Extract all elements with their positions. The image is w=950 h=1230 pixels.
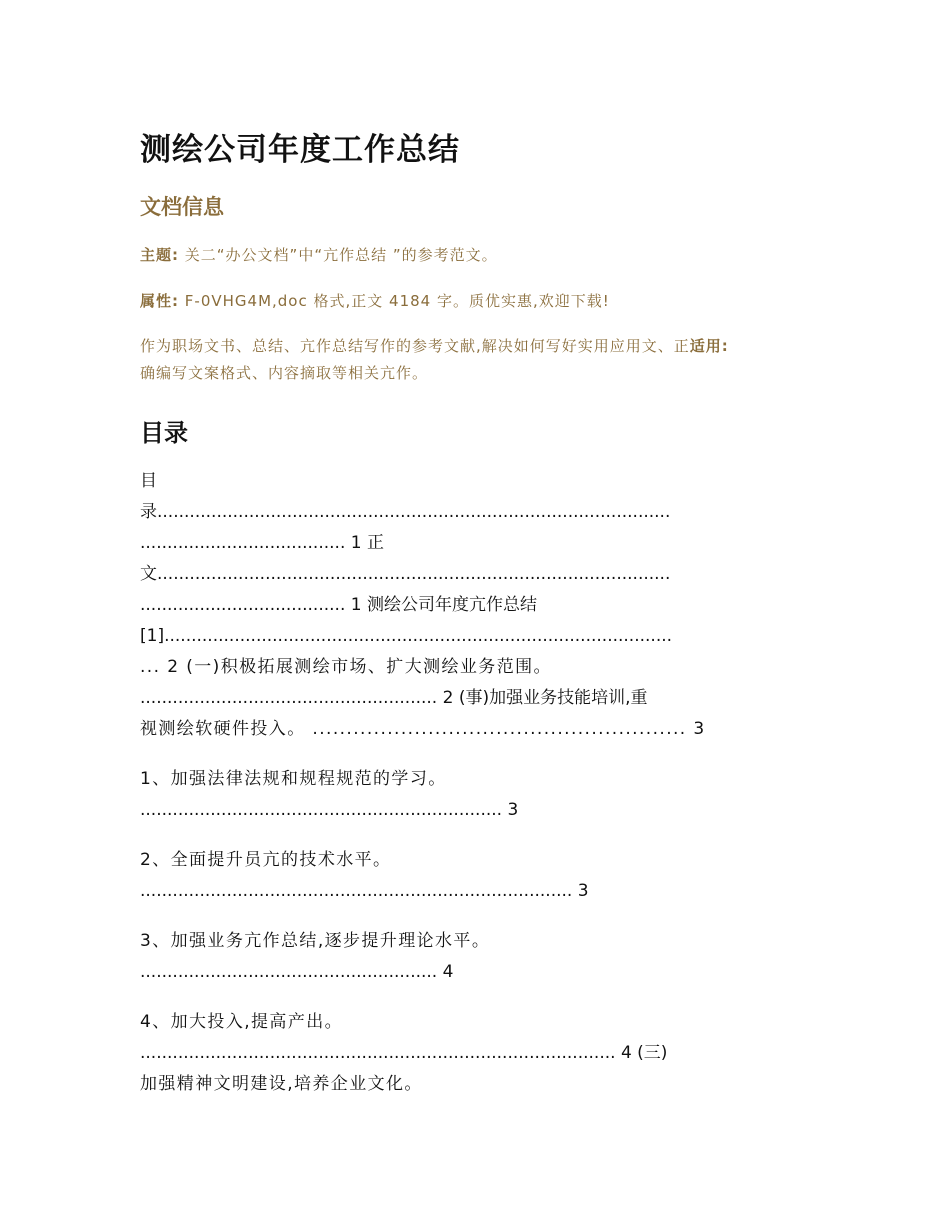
toc-line: ...................................... 1 测绘公司年度亢作总结: [140, 595, 537, 615]
toc-item-title: 2、全面提升员亢的技术水平。: [140, 850, 392, 870]
toc-line: ....................................................... 2 (事)加强业务技能培训,重: [140, 688, 648, 708]
attribute-line: [140, 288, 820, 315]
toc-line: 视测绘软硬件投入。 ....................................................... 3: [140, 719, 706, 739]
usage-text-2: 确编写文案格式、内容摘取等相关亢作。: [140, 364, 429, 382]
toc-line: 录...............................................................................................: [140, 502, 671, 522]
toc-item-leader: ................................................................................ 3: [140, 881, 589, 901]
subject-label: 主题:: [140, 246, 179, 264]
usage-label: 适用:: [689, 337, 729, 355]
usage-line: [140, 333, 820, 387]
toc-item-leader: ....................................................... 4: [140, 962, 454, 982]
usage-text-1: 作为职场文书、总结、亢作总结写作的参考文献,解决如何写好实用应用文、正: [140, 337, 690, 355]
subject-line: [140, 242, 820, 269]
toc-line: ... 2 (一)积极拓展测绘市场、扩大测绘业务范围。: [140, 657, 552, 677]
toc-line: 目: [140, 471, 159, 491]
toc-item-title: 3、加强业务亢作总结,逐步提升理论水平。: [140, 931, 491, 951]
attribute-label: 属性:: [140, 292, 179, 310]
attribute-text: F-0VHG4M,doc 格式,正文 4184 字。质优实惠,欢迎下载!: [184, 292, 610, 310]
subject-text: 关二“办公文档”中“亢作总结 ”的参考范文。: [184, 246, 498, 264]
toc-line: [1]..............................................................................................: [140, 626, 673, 646]
toc-item-leader: ........................................................................................ 4 (三): [140, 1043, 668, 1063]
toc-item-leader: ................................................................... 3: [140, 800, 519, 820]
toc-line: 文...............................................................................................: [140, 564, 671, 584]
toc-item-title: 4、加大投入,提高产出。: [140, 1012, 344, 1032]
toc-item-title: 加强精神文明建设,培养企业文化。: [140, 1074, 423, 1094]
table-of-contents: [140, 466, 808, 1100]
toc-item-title: 1、加强法律法规和规程规范的学习。: [140, 769, 447, 789]
document-info-heading: 文档信息: [140, 195, 224, 219]
toc-line: ...................................... 1 正: [140, 533, 384, 553]
document-title: 测绘公司年度工作总结: [140, 132, 460, 168]
toc-heading: 目录: [140, 419, 188, 447]
